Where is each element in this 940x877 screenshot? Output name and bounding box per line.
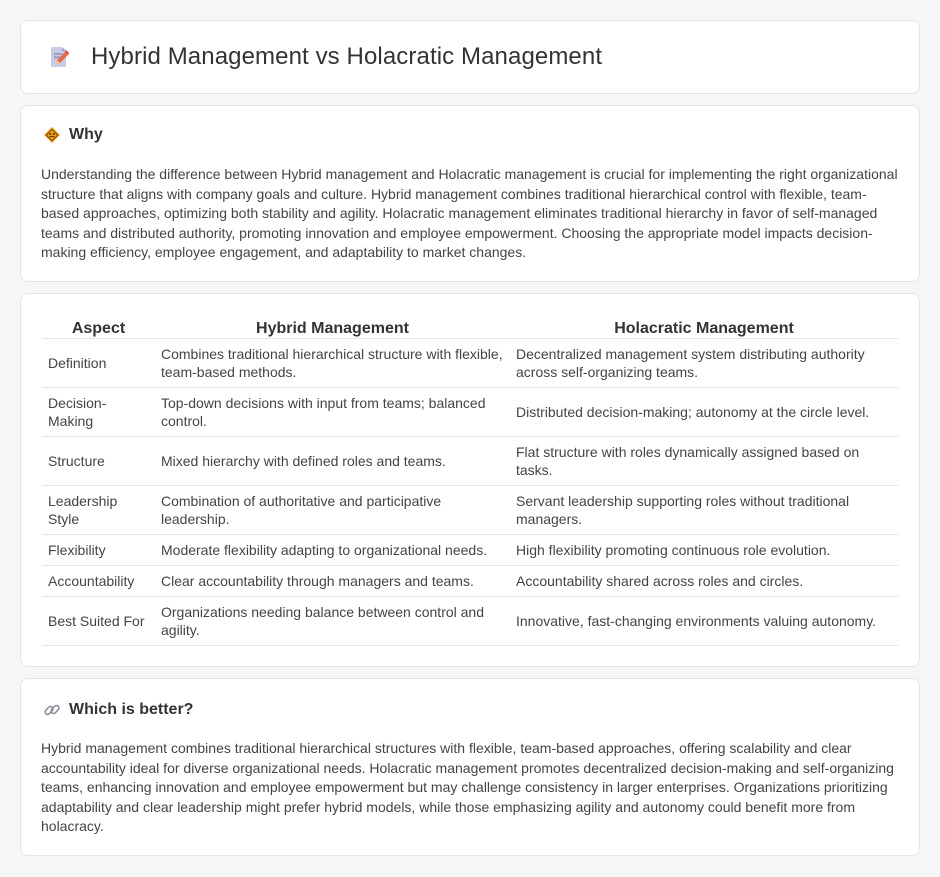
cell-hybrid: Clear accountability through managers and teams. [155, 565, 510, 596]
cell-hybrid: Combination of authoritative and participative leadership. [155, 485, 510, 534]
title-card [20, 20, 920, 94]
cell-hybrid: Combines traditional hierarchical structure with flexible, team-based methods. [155, 338, 510, 387]
why-title: Why [69, 126, 103, 143]
cell-holacratic: Accountability shared across roles and circles. [510, 565, 898, 596]
cell-aspect: Structure [42, 436, 155, 485]
cell-holacratic: Innovative, fast-changing environments valuing autonomy. [510, 596, 898, 645]
link-icon [43, 701, 61, 719]
comparison-table [42, 316, 898, 646]
table-row [42, 565, 898, 596]
why-heading [43, 126, 103, 144]
header-holacratic: Holacratic Management [614, 319, 794, 337]
comparison-card [20, 293, 920, 667]
cell-hybrid: Moderate flexibility adapting to organizational needs. [155, 534, 510, 565]
table-row [42, 436, 898, 485]
cell-holacratic: Decentralized management system distributing authority across self-organizing teams. [510, 338, 898, 387]
which-is-better-section [20, 678, 920, 856]
better-heading [43, 701, 193, 719]
cell-hybrid: Organizations needing balance between control and agility. [155, 596, 510, 645]
better-text: Hybrid management combines traditional hierarchical structures with flexible, team-based approaches, offering scalability and clear accountability ideal for diverse organizational needs. Holacratic management promotes decentralized decision-making and self-organizing teams, enhancing innovation and employee empowerment but may challenge consistency in larger enterprises. Organizations prioritizing adaptability and clear leadership might prefer hybrid models, while those emphasizing agility and autonomy could benefit more from holacracy. [41, 740, 894, 835]
cell-aspect: Flexibility [42, 534, 155, 565]
document-pen-icon [47, 45, 71, 69]
header-aspect: Aspect [71, 319, 126, 337]
table-row [42, 534, 898, 565]
table-row [42, 485, 898, 534]
cell-holacratic: High flexibility promoting continuous role evolution. [510, 534, 898, 565]
cell-aspect: Definition [42, 338, 155, 387]
cell-holacratic: Distributed decision-making; autonomy at the circle level. [510, 387, 898, 436]
better-title: Which is better? [69, 701, 194, 718]
table-row [42, 596, 898, 645]
header-hybrid: Hybrid Management [256, 319, 409, 337]
cell-aspect: Leadership Style [42, 485, 155, 534]
cell-holacratic: Servant leadership supporting roles without traditional managers. [510, 485, 898, 534]
cell-aspect: Accountability [42, 565, 155, 596]
page-title: Hybrid Management vs Holacratic Management [91, 43, 603, 70]
why-section [20, 105, 920, 282]
cell-hybrid: Mixed hierarchy with defined roles and teams. [155, 436, 510, 485]
cell-aspect: Best Suited For [42, 596, 155, 645]
table-row [42, 387, 898, 436]
cell-holacratic: Flat structure with roles dynamically assigned based on tasks. [510, 436, 898, 485]
diamond-sign-icon [43, 126, 61, 144]
cell-hybrid: Top-down decisions with input from teams; balanced control. [155, 387, 510, 436]
cell-aspect: Decision-Making [42, 387, 155, 436]
table-row [42, 338, 898, 387]
table-header-row [42, 316, 898, 338]
why-text: Understanding the difference between Hybrid management and Holacratic management is crucial for implementing the right organizational structure that aligns with company goals and culture. Hybrid management combines traditional hierarchical control with flexible, team-based approaches, optimizing both stability and agility. Holacratic management eliminates traditional hierarchy in favor of self-managed teams and distributed authority, promoting innovation and employee empowerment. Choosing the appropriate model impacts decision-making efficiency, employee engagement, and adaptability to market changes. [41, 166, 898, 261]
